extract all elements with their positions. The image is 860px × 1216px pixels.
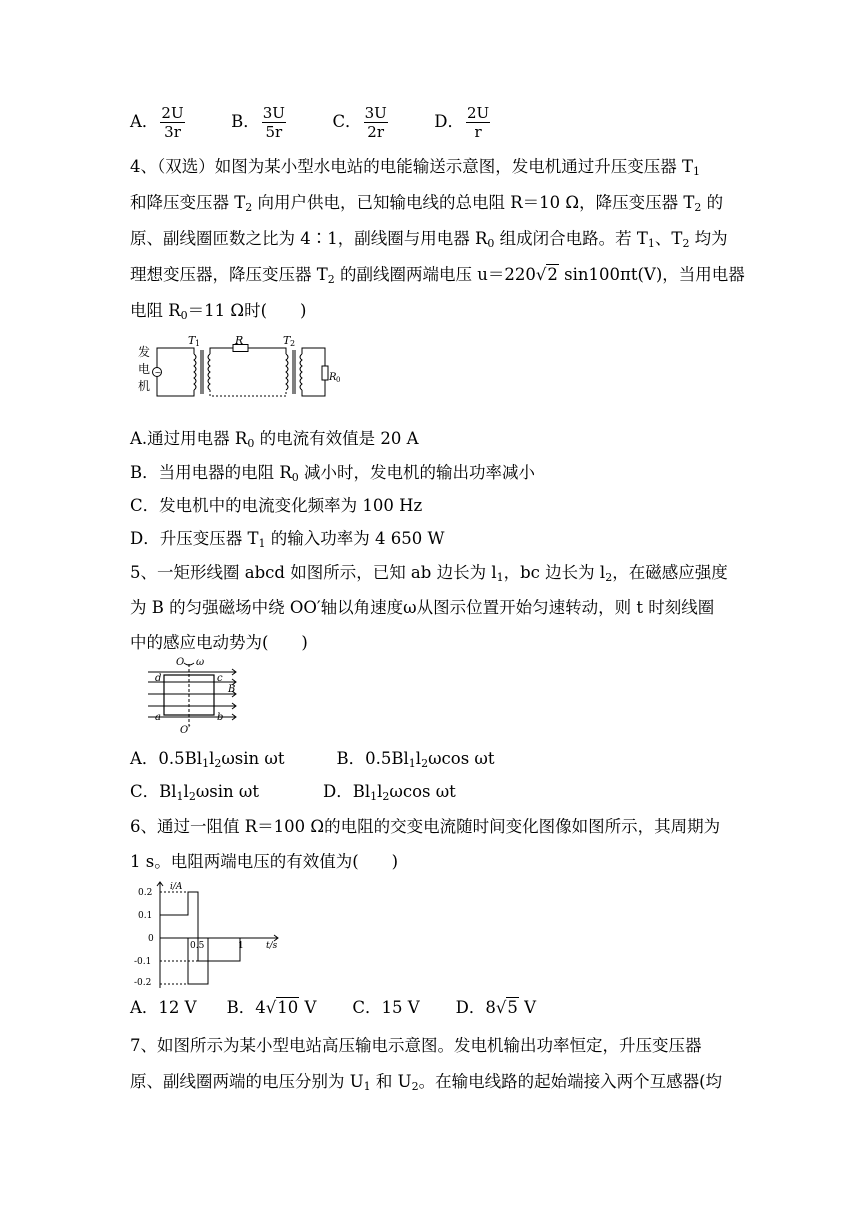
ytick-0: 0 [148,934,154,944]
t1-primary-coil [194,354,196,390]
q4-line-5: 电阻 $R_0=11$ Ω时( ) [130,301,307,322]
q5-option-c[interactable]: C．$Bl_1l_2\omega\sin$ ωt [130,782,259,803]
svg-text:c: c [217,673,223,684]
ytick-0-2: 0.2 [138,888,153,898]
q5-option-b[interactable]: B．$0.5Bl_1l_2\omega\cos$ ωt [336,749,495,770]
q6-option-b[interactable]: B．4√10 V [226,998,317,1017]
ytick-neg-0-1: -0.1 [134,957,152,967]
svg-text:B: B [228,684,236,695]
svg-text:b: b [217,712,224,723]
gen-label-2: 电 [138,362,151,376]
svg-text:a: a [155,712,161,723]
svg-text:2: 2 [290,339,296,348]
q5-option-a[interactable]: A．$0.5Bl_1l_2\omega\sin$ ωt [130,749,285,770]
q6-option-c[interactable]: C．15 V [352,998,420,1017]
gen-label-1: 发 [138,345,151,359]
q4-option-a[interactable]: A.通过用电器 $R_0$ 的电流有效值是 20 A [130,429,419,450]
q6-line-2: 1 s。电阻两端电压的有效值为( ) [130,852,399,871]
svg-text:d: d [155,673,162,684]
t1-label: T [188,334,196,347]
t2-label: T [283,334,291,347]
svg-text:1: 1 [195,339,201,348]
x-axis-label: t/s [266,941,278,951]
sqrt-symbol: √2 [535,265,558,284]
q5-options-row-1 [130,748,495,770]
q5-line-2: 为 B 的匀强磁场中绕 OO′轴以角速度ω从图示位置开始匀速转动，则 t 时刻线圈 [130,598,715,617]
q6-option-a[interactable]: A．12 V [130,998,197,1017]
q4-line-2: 和降压变压器 $T_2$ 向用户供电，已知输电线的总电阻 R＝10 Ω，降压变压器 $T_2$ 的 [130,193,724,214]
q5-line-1: 5、一矩形线圈 abcd 如图所示，已知 ab 边长为 $l_1$，bc 边长为 $l_2$，在磁感应强度 [130,563,728,584]
y-axis-label: i/A [170,882,183,892]
q6-current-graph [130,880,290,990]
svg-text:O: O [176,657,185,668]
r0-label: R [329,372,337,383]
q5-option-d[interactable]: D．$Bl_1l_2\omega\cos$ ωt [322,782,456,803]
q3-option-c[interactable]: C． $\frac{3U}{2r}$ [332,104,387,141]
q6-line-1: 6、通过一阻值 R＝100 Ω的电阻的交变电流随时间变化图像如图所示，其周期为 [130,817,721,836]
q4-line-4: 理想变压器，降压变压器 $T_2$ 的副线圈两端电压 u＝220√2 sin100πt(V)，当用电器 [130,265,745,286]
t1-secondary-coil [208,354,210,390]
r-label: R [235,334,244,347]
q4-option-d[interactable]: D．升压变压器 $T_1$ 的输入功率为 4 650 W [130,529,445,550]
q6-options [130,997,536,1019]
q6-option-d[interactable]: D．8√5 V [455,998,537,1017]
ytick-0-1: 0.1 [138,911,153,921]
q7-line-1: 7、如图所示为某小型电站高压输电示意图。发电机输出功率恒定，升压变压器 [130,1036,702,1055]
q5-options-row-2 [130,781,456,803]
ytick-neg-0-2: -0.2 [134,978,152,988]
q4-option-b[interactable]: B．当用电器的电阻 $R_0$ 减小时，发电机的输出功率减小 [130,463,536,484]
sqrt-symbol: √5 [495,998,518,1017]
q4-line-3: 原、副线圈匝数之比为 4∶1，副线圈与用电器 $R_0$ 组成闭合电路。若 $T_1$、$T_2$ 均为 [130,229,728,250]
svg-text:ω: ω [196,657,205,668]
t2-secondary-coil [300,354,302,390]
svg-text:0: 0 [336,376,341,384]
q3-option-b[interactable]: B． $\frac{3U}{5r}$ [231,104,285,141]
xtick-0-5: 0.5 [190,941,205,951]
q4-line-1: 4、（双选）如图为某小型水电站的电能输送示意图，发电机通过升压变压器 $T_1$ [130,157,700,178]
q4-option-c[interactable]: C．发电机中的电流变化频率为 100 Hz [130,496,423,515]
q3-option-d[interactable]: D． $\frac{2U}{r}$ [434,104,490,141]
q4-circuit-diagram [136,334,346,402]
svg-text:~: ~ [154,368,162,377]
q5-line-3: 中的感应电动势为( ) [130,633,308,652]
q3-options [130,104,492,141]
q7-line-2: 原、副线圈两端的电压分别为 $U_1$ 和 $U_2$。在输电线路的起始端接入两个互感器(均 [130,1072,722,1093]
q5-coil-diagram [142,656,242,734]
q3-option-a[interactable]: A． $\frac{2U}{3r}$ [130,104,184,141]
svg-text:O′: O′ [180,725,191,734]
sqrt-symbol: √10 [265,998,299,1017]
gen-label-3: 机 [138,379,151,393]
xtick-1: 1 [238,941,244,951]
resistor-r0 [322,366,328,380]
t2-primary-coil [286,354,288,390]
